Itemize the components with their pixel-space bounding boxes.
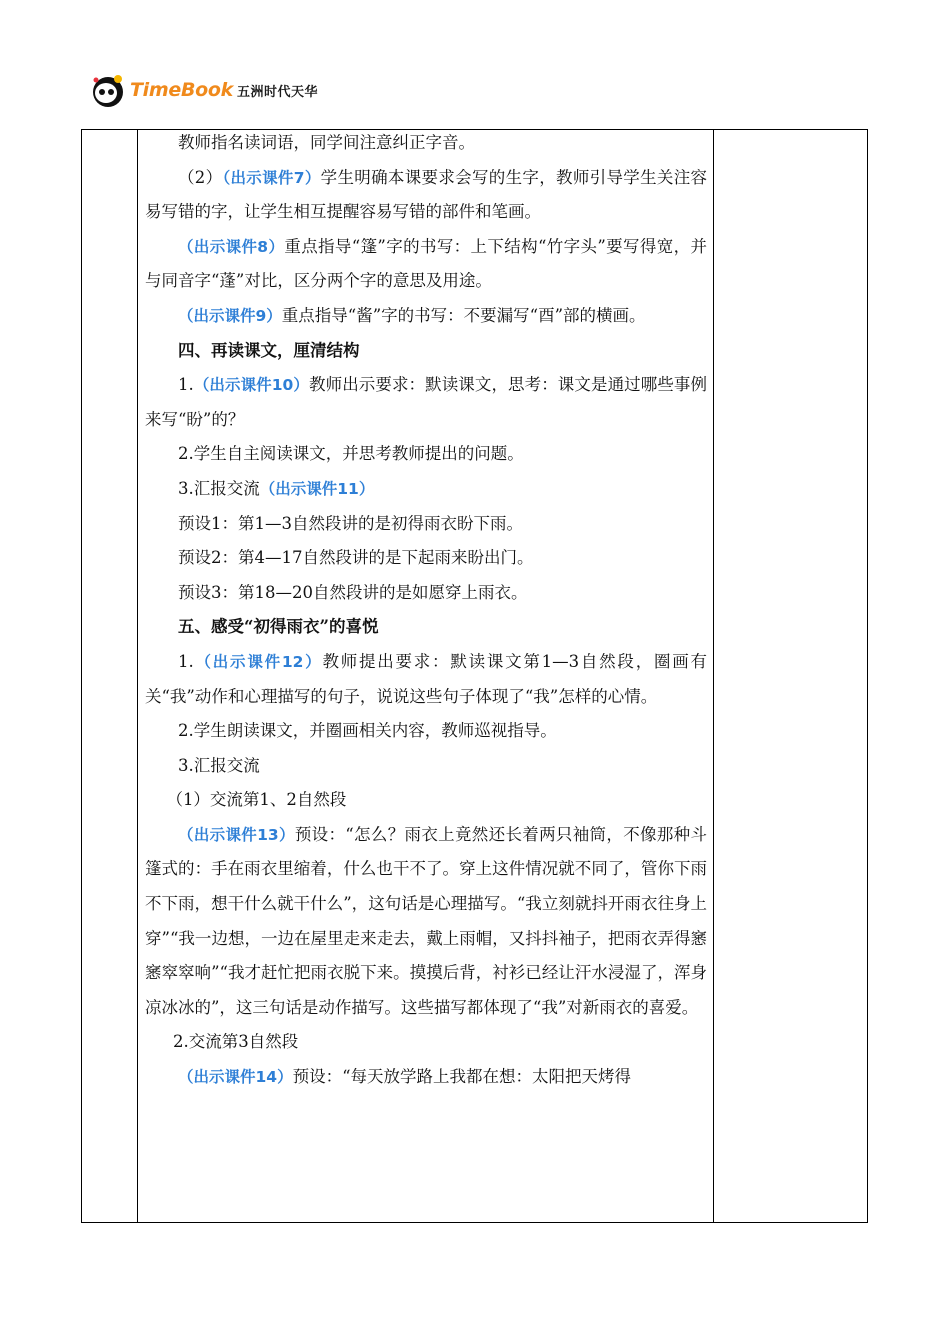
- paragraph-text: 预设2：第4—17自然段讲的是下起雨来盼出门。: [178, 548, 534, 568]
- paragraph: [145, 368, 707, 437]
- paragraph-text: 重点指导“篷”字的书写：上下结构“竹字头”要写得宽，并与同音字“蓬”对比，区分两个字的意思及用途。: [145, 236, 707, 291]
- paragraph-text: （2）: [178, 167, 223, 187]
- courseware-ref: （出示课件11）: [259, 479, 375, 498]
- paragraph: [145, 126, 707, 161]
- paragraph-text: 学生明确本课要求会写的生字，教师引导学生关注容易写错的字，让学生相互提醒容易写错的部件和笔画。: [145, 167, 707, 222]
- paragraph-text: 1.: [178, 375, 194, 395]
- paragraph-text: 3.汇报交流: [178, 755, 260, 775]
- paragraph: [145, 507, 707, 542]
- paragraph: [145, 541, 707, 576]
- paragraph: [145, 437, 707, 472]
- paragraph: [145, 576, 707, 611]
- paragraph: [145, 714, 707, 749]
- paragraph-text: 1.: [178, 651, 194, 671]
- paragraph-text: 预设3：第18—20自然段讲的是如愿穿上雨衣。: [178, 582, 528, 602]
- courseware-ref: （出示课件12）: [193, 652, 323, 671]
- table-divider-left: [137, 130, 138, 1222]
- paragraph-text: 教师提出要求：默读课文第1—3自然段，圈画有关“我”动作和心理描写的句子，说说这些句子体现了“我”怎样的心情。: [145, 651, 707, 706]
- paragraph-text: 重点指导“酱”字的书写：不要漏写“酉”部的横画。: [281, 305, 646, 325]
- paragraph: [145, 1060, 707, 1095]
- section-heading: 四、再读课文，厘清结构: [178, 340, 360, 360]
- brand-name: TimeBook: [130, 79, 233, 101]
- paragraph-text: 2.学生朗读课文，并圈画相关内容，教师巡视指导。: [178, 721, 557, 741]
- paragraph: [145, 645, 707, 714]
- paragraph: [145, 1025, 707, 1060]
- paragraph-text: 预设：“每天放学路上我都在想：太阳把天烤得: [292, 1067, 632, 1087]
- timebook-logo-icon: [88, 70, 128, 110]
- courseware-ref: （出示课件7）: [222, 168, 321, 187]
- paragraph-text: 2.交流第3自然段: [173, 1032, 299, 1052]
- paragraph-text: 3.汇报交流: [178, 478, 260, 498]
- paragraph-text: 预设1：第1—3自然段讲的是初得雨衣盼下雨。: [178, 513, 523, 533]
- table-divider-right: [713, 130, 714, 1222]
- paragraph-text: 教师出示要求：默读课文，思考：课文是通过哪些事例来写“盼”的？: [145, 375, 707, 429]
- courseware-ref: （出示课件8）: [178, 237, 285, 256]
- paragraph: [145, 161, 707, 230]
- paragraph: [145, 610, 707, 645]
- paragraph: [145, 783, 707, 818]
- paragraph-text: （1）交流第1、2自然段: [166, 790, 347, 810]
- paragraph: [145, 299, 707, 334]
- paragraph-text: 2.学生自主阅读课文，并思考教师提出的问题。: [178, 444, 524, 464]
- courseware-ref: （出示课件10）: [193, 376, 310, 395]
- brand-name-cn: 五洲时代天华: [236, 84, 318, 100]
- paragraph: [145, 334, 707, 369]
- section-heading: 五、感受“初得雨衣”的喜悦: [178, 617, 379, 637]
- paragraph-text: 预设：“怎么？雨衣上竟然还长着两只袖筒，不像那种斗篷式的：手在雨衣里缩着，什么也干不了。穿上这件情况就不同了，管你下雨不下雨，想干什么就干什么”，这句话是心理描写。“我立刻就抖开雨衣往身上穿”“我一边想，一边在屋里走来走去，戴上雨帽，又抖抖袖子，把雨衣弄得窸窸窣窣响”“我才赶忙把雨衣脱下来。摸摸后背，衬衫已经让汗水浸湿了，浑身凉冰冰的”，这三句话是动作描写。这些描写都体现了“我”对新雨衣的喜爱。: [145, 824, 707, 1017]
- courseware-ref: （出示课件9）: [178, 306, 282, 325]
- paragraph: [145, 749, 707, 784]
- courseware-ref: （出示课件14）: [178, 1068, 293, 1087]
- paragraph: [145, 230, 707, 299]
- paragraph-text: 教师指名读词语，同学间注意纠正字音。: [178, 133, 475, 152]
- paragraph: [145, 472, 707, 507]
- courseware-ref: （出示课件13）: [178, 825, 295, 844]
- paragraph: [145, 818, 707, 1026]
- lesson-content: [145, 126, 707, 1095]
- header-logo: [88, 70, 318, 110]
